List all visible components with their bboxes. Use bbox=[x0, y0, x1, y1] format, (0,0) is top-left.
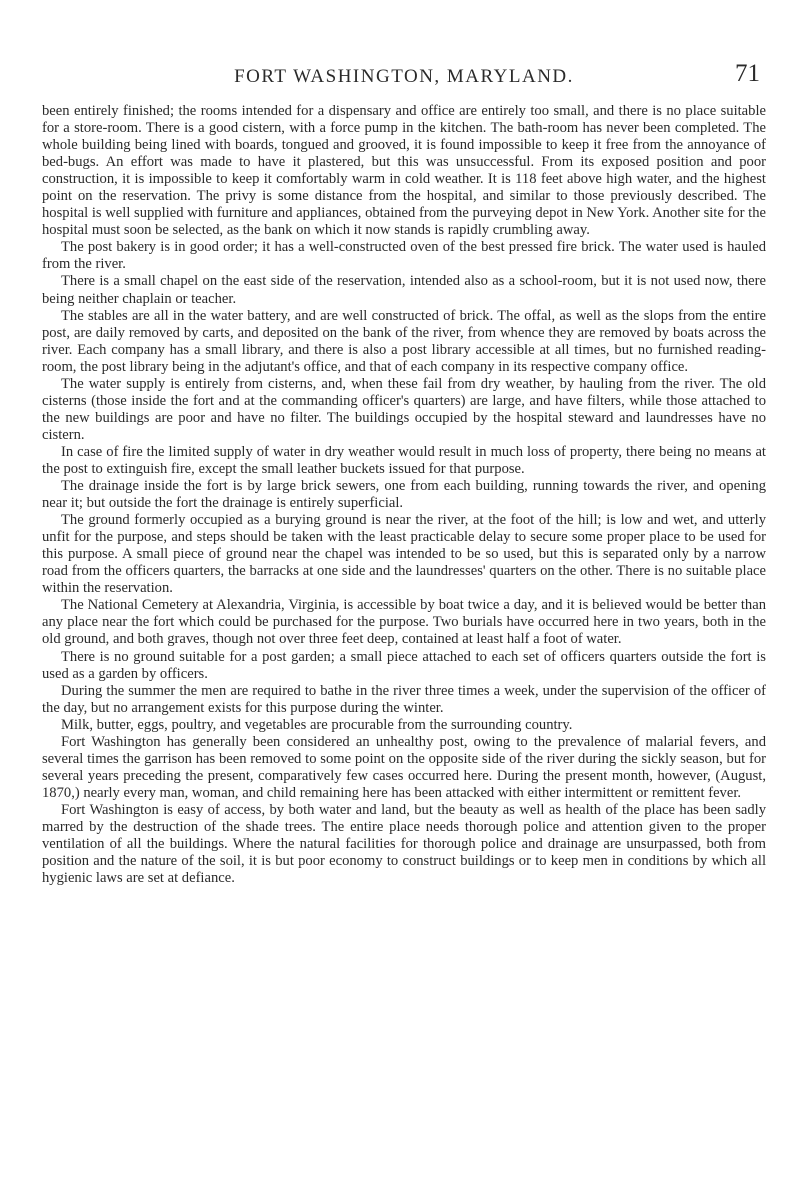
paragraph-11: During the summer the men are required to bathe in the river three times a week, under the supervision of the officer of the day, but no arrangement exists for this purpose during the winter. bbox=[42, 682, 766, 716]
paragraph-6: In case of fire the limited supply of water in dry weather would result in much loss of property, there being no means at the post to extinguish fire, except the small leather buckets issued for that purpose. bbox=[42, 443, 766, 477]
paragraph-13: Fort Washington has generally been considered an unhealthy post, owing to the prevalence of malarial fevers, and several times the garrison has been removed to some point on the opposite side of the river during the sickly season, but for several years preceding the present, comparatively few cases occurred here. During the present month, however, (August, 1870,) nearly every man, woman, and child remaining here has been attacked with either intermittent or remittent fever. bbox=[42, 733, 766, 801]
paragraph-14: Fort Washington is easy of access, by both water and land, but the beauty as well as health of the place has been sadly marred by the destruction of the shade trees. The entire place needs thorough police and attention given to the proper ventilation of all the buildings. Where the natural facilities for thorough police and drainage are unsurpassed, both from position and the nature of the soil, it is but poor economy to construct buildings or to keep men in conditions by which all hygienic laws are set at defiance. bbox=[42, 801, 766, 887]
paragraph-4: The stables are all in the water battery, and are well constructed of brick. The offal, as well as the slops from the entire post, are daily removed by carts, and deposited on the bank of the river, from whence they are removed by boats across the river. Each company has a small library, and there is also a post library accessible at all times, but no furnished reading-room, the post library being in the adjutant's office, and that of each company in its respective company office. bbox=[42, 307, 766, 375]
running-head bbox=[42, 60, 766, 90]
page-number: 71 bbox=[735, 60, 760, 87]
page-header-title: FORT WASHINGTON, MARYLAND. bbox=[234, 66, 574, 87]
body-text bbox=[42, 103, 766, 887]
paragraph-2: The post bakery is in good order; it has a well-constructed oven of the best pressed fire brick. The water used is hauled from the river. bbox=[42, 239, 766, 273]
paragraph-10: There is no ground suitable for a post garden; a small piece attached to each set of officers quarters outside the fort is used as a garden by officers. bbox=[42, 648, 766, 682]
paragraph-9: The National Cemetery at Alexandria, Virginia, is accessible by boat twice a day, and it is believed would be better than any place near the fort which could be purchased for the purpose. Two burials have occurred here in two years, both in the old ground, and both graves, though not over three feet deep, contained at least half a foot of water. bbox=[42, 597, 766, 648]
paragraph-8: The ground formerly occupied as a burying ground is near the river, at the foot of the hill; is low and wet, and utterly unfit for the purpose, and steps should be taken with the least practicable delay to secure some proper place to be used for this purpose. A small piece of ground near the chapel was intended to be so used, but this is separated only by a narrow road from the officers quarters, the barracks at one side and the laundresses' quarters on the other. There is no suitable place within the reservation. bbox=[42, 512, 766, 597]
paragraph-12: Milk, butter, eggs, poultry, and vegetables are procurable from the surrounding country. bbox=[61, 716, 573, 733]
paragraph-3: There is a small chapel on the east side of the reservation, intended also as a school-room, but it is not used now, there being neither chaplain or teacher. bbox=[42, 273, 766, 307]
paragraph-5: The water supply is entirely from cisterns, and, when these fail from dry weather, by hauling from the river. The old cisterns (those inside the fort and at the commanding officer's quarters) are large, and have filters, while those attached to the new buildings are poor and have no filter. The buildings occupied by the hospital steward and laundresses have no cistern. bbox=[42, 375, 766, 443]
paragraph-1: been entirely finished; the rooms intended for a dispensary and office are entirely too small, and there is no place suitable for a store-room. There is a good cistern, with a force pump in the kitchen. The bath-room has never been completed. The whole building being lined with boards, tongued and grooved, it is found impossible to keep it free from the annoyance of bed-bugs. An effort was made to have it plastered, but this was unsuccessful. From its exposed position and poor construction, it is impossible to keep it comfortably warm in cold weather. It is 118 feet above high water, and the highest point on the reservation. The privy is some distance from the hospital, and similar to those previously described. The hospital is well supplied with furniture and appliances, obtained from the purveying depot in New York. Another site for the hospital must soon be selected, as the bank on which it now stands is rapidly crumbling away. bbox=[42, 103, 766, 239]
paragraph-7: The drainage inside the fort is by large brick sewers, one from each building, running towards the river, and opening near it; but outside the fort the drainage is entirely superficial. bbox=[42, 478, 766, 512]
